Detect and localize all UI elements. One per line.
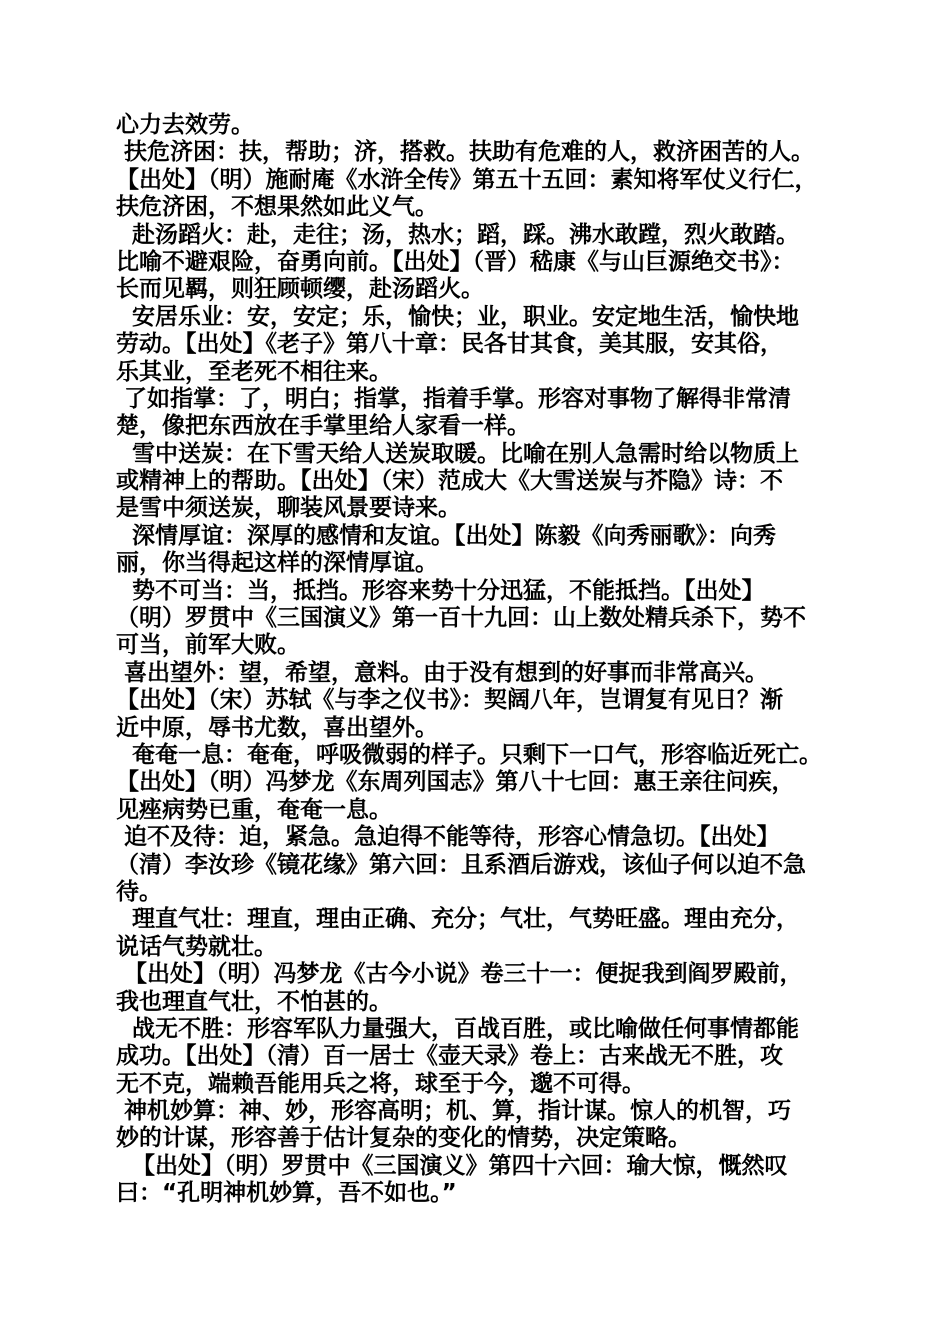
text-line: 【出处】（明）冯梦龙《古今小说》卷三十一：便捉我到阎罗殿前， — [116, 961, 803, 988]
text-line: 待。 — [116, 878, 162, 905]
text-line: 【出处】（宋）苏轼《与李之仪书》：契阔八年，岂谓复有见日？渐 — [116, 687, 783, 714]
text-line: 扶危济困，不想果然如此义气。 — [116, 194, 438, 221]
text-line: 可当，前军大败。 — [116, 632, 300, 659]
text-line: 或精神上的帮助。【出处】（宋）范成大《大雪送炭与芥隐》诗：不 — [116, 468, 783, 495]
text-line: 理直气壮：理直，理由正确、充分；气壮，气势旺盛。理由充分， — [116, 906, 800, 933]
text-line: 说话气势就壮。 — [116, 933, 277, 960]
text-line: 奄奄一息：奄奄，呼吸微弱的样子。只剩下一口气，形容临近死亡。 — [116, 741, 823, 768]
text-line: 妙的计谋，形容善于估计复杂的变化的情势，决定策略。 — [116, 1125, 691, 1152]
text-line: （清）李汝珍《镜花缘》第六回：且系酒后游戏，该仙子何以迫不急 — [116, 851, 806, 878]
text-line: 比喻不避艰险，奋勇向前。【出处】（晋）嵇康《与山巨源绝交书》： — [116, 248, 795, 275]
text-line: 乐其业，至老死不相往来。 — [116, 358, 392, 385]
text-line: 神机妙算：神、妙，形容高明；机、算，指计谋。惊人的机智，巧 — [116, 1098, 792, 1125]
text-line: 扶危济困：扶，帮助；济，搭救。扶助有危难的人，救济困苦的人。 — [116, 139, 815, 166]
text-line: 迫不及待：迫，紧急。急迫得不能等待，形容心情急切。【出处】 — [116, 824, 780, 851]
text-line: 见痤病势已重，奄奄一息。 — [116, 796, 392, 823]
text-line: 雪中送炭：在下雪天给人送炭取暖。比喻在别人急需时给以物质上 — [116, 440, 800, 467]
text-line: 我也理直气壮，不怕甚的。 — [116, 988, 392, 1015]
text-line: 成功。【出处】（清）百一居士《壶天录》卷上：古来战无不胜，攻 — [116, 1043, 783, 1070]
text-line: 是雪中须送炭，聊装风景要诗来。 — [116, 495, 461, 522]
text-line: 丽，你当得起这样的深情厚谊。 — [116, 550, 438, 577]
text-line: 战无不胜：形容军队力量强大，百战百胜，或比喻做任何事情都能 — [116, 1015, 800, 1042]
text-line: 曰：“孔明神机妙算，吾不如也。” — [116, 1180, 457, 1207]
text-line: 长而见羁，则狂顾顿缨，赴汤蹈火。 — [116, 276, 484, 303]
text-line: 深情厚谊：深厚的感情和友谊。【出处】陈毅《向秀丽歌》：向秀 — [116, 522, 777, 549]
text-line: 【出处】（明）罗贯中《三国演义》第四十六回：瑜大惊，慨然叹 — [116, 1152, 788, 1179]
text-line: 近中原，辱书尤数，喜出望外。 — [116, 714, 438, 741]
text-line: 了如指掌：了，明白；指掌，指着手掌。形容对事物了解得非常清 — [116, 385, 792, 412]
text-line: 【出处】（明）施耐庵《水浒全传》第五十五回：素知将军仗义行仁， — [116, 166, 818, 193]
text-line: 劳动。【出处】《老子》第八十章：民各甘其食，美其服，安其俗， — [116, 331, 783, 358]
text-line: 喜出望外：望，希望，意料。由于没有想到的好事而非常高兴。 — [116, 659, 769, 686]
text-line: 势不可当：当，抵挡。形容来势十分迅猛，不能抵挡。【出处】 — [116, 577, 765, 604]
text-line: 心力去效劳。 — [116, 112, 254, 138]
text-line: 楚，像把东西放在手掌里给人家看一样。 — [116, 413, 530, 440]
document-body — [116, 112, 838, 1208]
text-line: 赴汤蹈火：赴，走往；汤，热水；蹈，踩。沸水敢蹚，烈火敢踏。 — [116, 221, 800, 248]
text-line: 安居乐业：安，安定；乐，愉快；业，职业。安定地生活，愉快地 — [116, 303, 800, 330]
text-line: 无不克，端赖吾能用兵之将，球至于今，邈不可得。 — [116, 1070, 645, 1097]
text-line: 【出处】（明）冯梦龙《东周列国志》第八十七回：惠王亲往问疾， — [116, 769, 795, 796]
text-line: （明）罗贯中《三国演义》第一百十九回：山上数处精兵杀下，势不 — [116, 605, 806, 632]
